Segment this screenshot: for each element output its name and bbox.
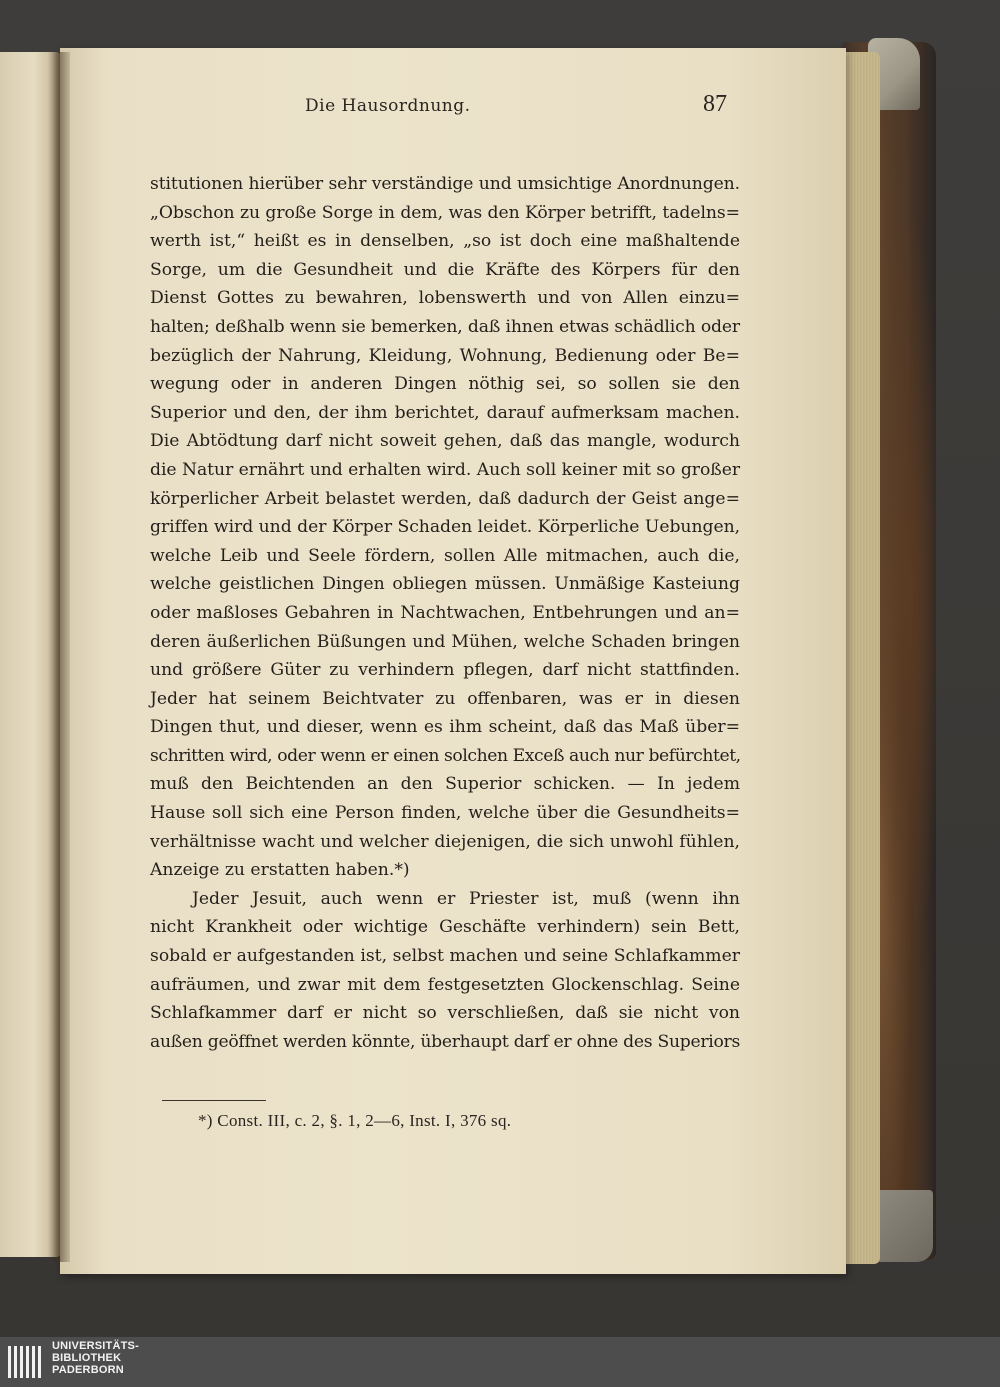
text-line: Superior und den, der ihm berichtet, darauf aufmerksam machen.: [150, 402, 740, 423]
text-line: nicht Krankheit oder wichtige Geschäfte verhindern) sein Bett,: [150, 917, 740, 938]
text-line: halten; deßhalb wenn sie bemerken, daß ihnen etwas schädlich oder: [150, 316, 740, 337]
footer-bar: [0, 1337, 1000, 1387]
text-line: Dingen thut, und dieser, wenn es ihm scheint, daß das Maß über=: [150, 717, 740, 738]
logo-line: PADERBORN: [52, 1364, 124, 1376]
text-line: werth ist,“ heißt es in denselben, „so ist doch eine maßhaltende: [150, 231, 740, 252]
text-line: Anzeige zu erstatten haben.*): [150, 860, 410, 881]
text-line: außen geöffnet werden könnte, überhaupt darf er ohne des Superiors: [150, 1031, 740, 1052]
text-line: sobald er aufgestanden ist, selbst machen und seine Schlafkammer: [150, 946, 740, 967]
book-cover-corner-bottom: [875, 1190, 933, 1262]
body-text: [150, 170, 740, 1056]
logo-line: UNIVERSITÄTS-: [52, 1340, 139, 1352]
page-number: 87: [703, 91, 727, 117]
text-line: Jeder hat seinem Beichtvater zu offenbaren, was er in diesen: [150, 688, 740, 709]
text-line: und größere Güter zu verhindern pflegen, darf nicht stattfinden.: [150, 660, 740, 681]
text-line: oder maßloses Gebahren in Nachtwachen, Entbehrungen und an=: [150, 602, 740, 623]
logo-line: BIBLIOTHEK: [52, 1352, 122, 1364]
text-line: körperlicher Arbeit belastet werden, daß dadurch der Geist ange=: [150, 488, 740, 509]
running-head: Die Hausordnung.: [305, 96, 471, 116]
library-logo-text: [52, 1340, 139, 1376]
text-line: Sorge, um die Gesundheit und die Kräfte des Körpers für den: [150, 259, 740, 280]
text-line: verhältnisse wacht und welcher diejenigen, die sich unwohl fühlen,: [150, 831, 740, 852]
text-line: deren äußerlichen Büßungen und Mühen, welche Schaden bringen: [150, 631, 740, 652]
text-line: welche geistlichen Dingen obliegen müssen. Unmäßige Kasteiung: [150, 574, 740, 595]
text-line-paragraph-start: Jeder Jesuit, auch wenn er Priester ist, muß (wenn ihn: [192, 888, 740, 909]
library-logo-icon: [6, 1342, 46, 1382]
footnote-rule: [162, 1100, 266, 1101]
text-line: stitutionen hierüber sehr verständige und umsichtige Anordnungen.: [150, 174, 740, 194]
text-line: welche Leib und Seele fördern, sollen Alle mitmachen, auch die,: [150, 545, 740, 566]
text-line: „Obschon zu große Sorge in dem, was den Körper betrifft, tadelns=: [150, 202, 741, 223]
text-line: bezüglich der Nahrung, Kleidung, Wohnung, Bedienung oder Be=: [150, 345, 740, 366]
text-line: wegung oder in anderen Dingen nöthig sei, so sollen sie den: [150, 374, 740, 395]
text-line: die Natur ernährt und erhalten wird. Auch soll keiner mit so großer: [150, 459, 741, 480]
book-gutter: [48, 52, 70, 1262]
text-line: schritten wird, oder wenn er einen solchen Exceß auch nur befürchtet,: [150, 745, 741, 766]
text-line: muß den Beichtenden an den Superior schicken. — In jedem: [150, 774, 740, 795]
text-line: Hause soll sich eine Person finden, welche über die Gesundheits=: [150, 803, 740, 824]
text-line: aufräumen, und zwar mit dem festgesetzten Glockenschlag. Seine: [150, 974, 740, 995]
footnote: *) Const. III, c. 2, §. 1, 2—6, Inst. I, 376 sq.: [198, 1111, 512, 1130]
text-line: Dienst Gottes zu bewahren, lobenswerth und von Allen einzu=: [150, 288, 740, 309]
text-line: Die Abtödtung darf nicht soweit gehen, daß das mangle, wodurch: [150, 431, 740, 452]
text-line: Schlafkammer darf er nicht so verschließen, daß sie nicht von: [150, 1003, 740, 1024]
text-line: griffen wird und der Körper Schaden leidet. Körperliche Uebungen,: [150, 517, 741, 538]
